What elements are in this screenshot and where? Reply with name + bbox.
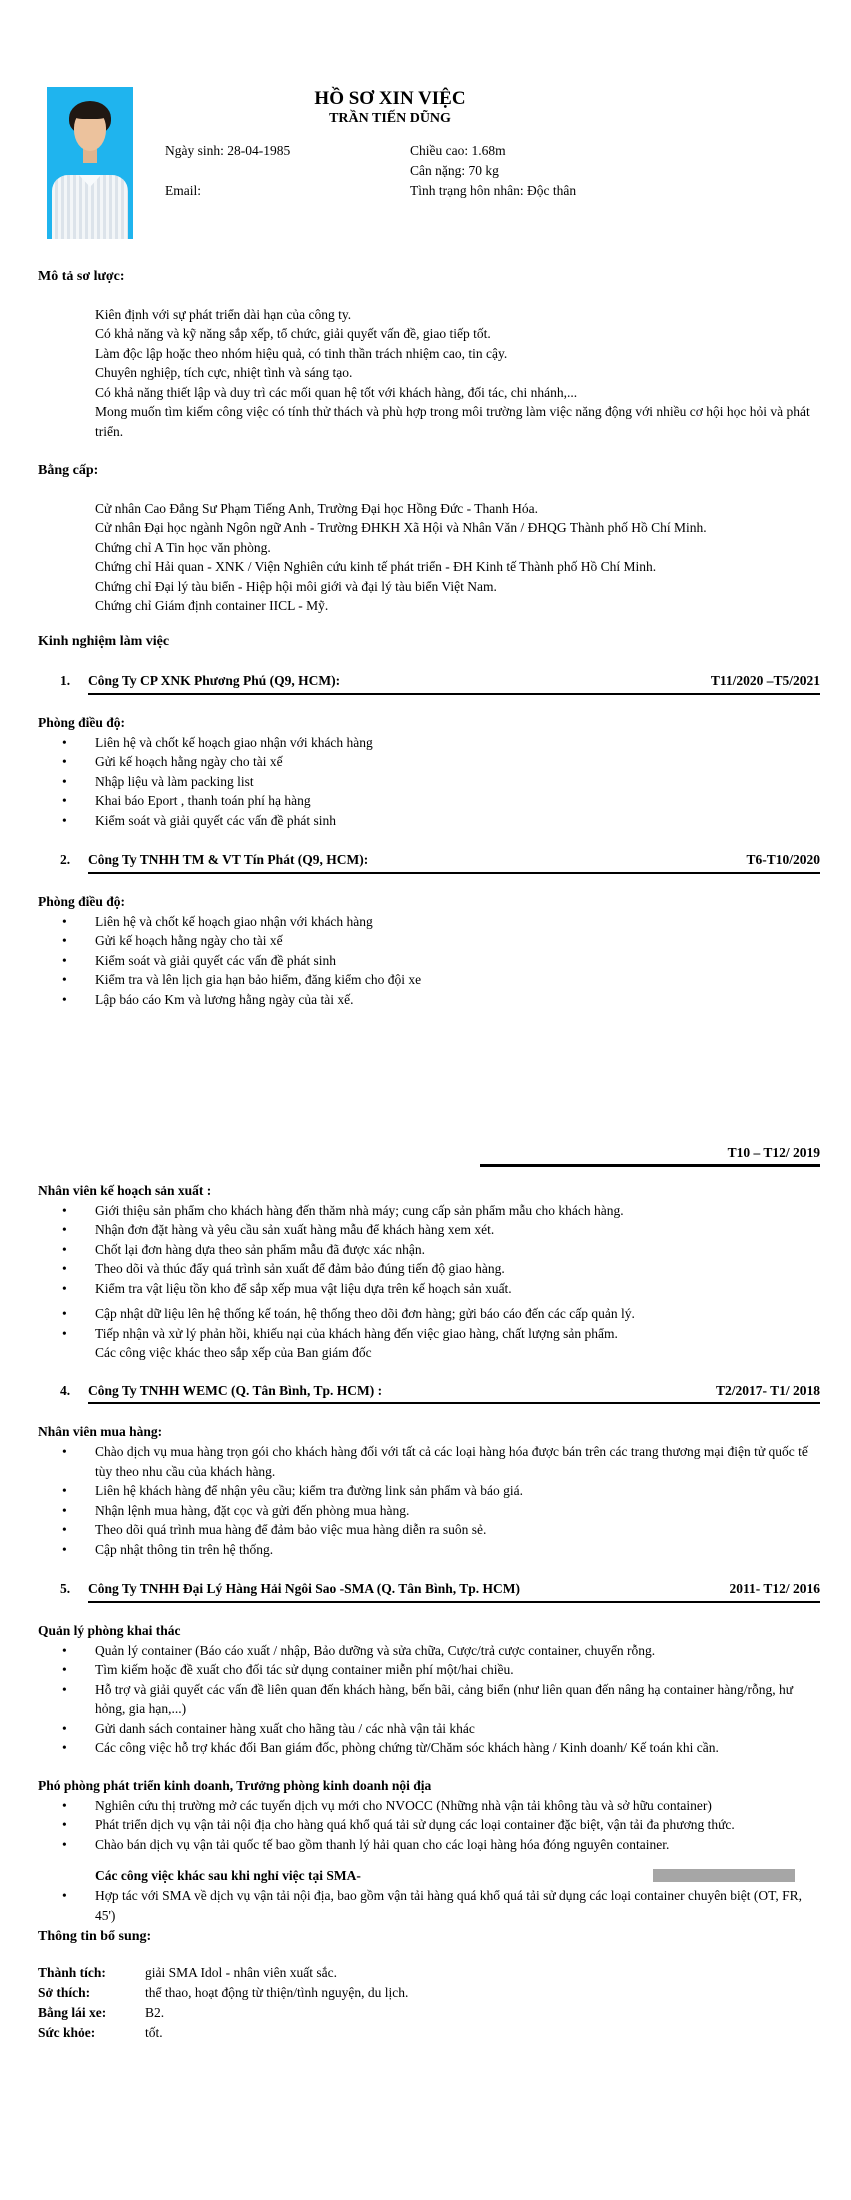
birthdate-field: Ngày sinh: 28-04-1985 <box>165 143 291 158</box>
driver-license-value: B2. <box>145 2004 165 2020</box>
summary-list <box>95 305 820 442</box>
qualification-item: Chứng chỉ A Tin học văn phòng. <box>95 539 271 555</box>
duty-item: • Kiểm tra và lên lịch gia hạn bảo hiểm, đăng kiểm cho đội xe <box>38 970 820 990</box>
duty-item: • Lập báo cáo Km và lương hằng ngày của tài xế. <box>38 990 820 1010</box>
job2-company: Công Ty TNHH TM & VT Tín Phát (Q9, HCM): <box>88 852 369 867</box>
duty-item: • Gửi danh sách container hàng xuất cho hãng tàu / các nhà vận tải khác <box>38 1719 820 1739</box>
header <box>0 0 851 245</box>
qualification-item: Cử nhân Cao Đẳng Sư Phạm Tiếng Anh, Trường Đại học Hồng Đức - Thanh Hóa. <box>95 500 539 516</box>
hobby-value: thể thao, hoạt động từ thiện/tình nguyện, du lịch. <box>145 1984 409 2000</box>
duty-item: • Cập nhật thông tin trên hệ thống. <box>38 1540 820 1560</box>
summary-item: Có khả năng thiết lập và duy trì các mối quan hệ tốt với khách hàng, đối tác, chi nhánh,... <box>95 384 578 400</box>
job4-company: Công Ty TNHH WEMC (Q. Tân Bình, Tp. HCM) : <box>88 1382 383 1398</box>
duty-item: • Kiểm tra vật liệu tồn kho để sắp xếp mua vật liệu dựa trên kế hoạch sản xuất. <box>38 1279 820 1299</box>
job5-number: 5. <box>60 1581 71 1596</box>
height-field: Chiều cao: 1.68m <box>410 143 506 158</box>
job4-number: 4. <box>60 1382 71 1398</box>
email-field: Email: <box>165 183 201 198</box>
duty-item: • Liên hệ khách hàng để nhận yêu cầu; kiểm tra đường link sản phẩm và báo giá. <box>38 1481 820 1501</box>
duty-item: • Kiểm soát và giải quyết các vấn đề phát sinh <box>38 811 820 831</box>
duty-item: • Gửi kế hoạch hằng ngày cho tài xế <box>38 752 820 772</box>
duty-item: • Phát triển dịch vụ vận tải nội địa cho hàng quá khổ quá tải sử dụng các loại container đặc biệt, vận tải đa phương thức. <box>38 1815 820 1835</box>
job5-period: 2011- T12/ 2016 <box>729 1581 820 1596</box>
duty-item: • Các công việc hỗ trợ khác đối Ban giám đốc, phòng chứng từ/Chăm sóc khách hàng / Kinh doanh/ Kế toán khi cần. <box>38 1738 820 1758</box>
duty-item: • Nhận đơn đặt hàng và yêu cầu sản xuất hàng mẫu để khách hàng xem xét. <box>38 1220 820 1240</box>
title-block <box>100 88 680 128</box>
job1-role: Phòng điều độ: <box>38 714 126 730</box>
duty-item: • Tiếp nhận và xử lý phản hồi, khiếu nại của khách hàng đến việc giao hàng, chất lượng sản phẩm. <box>38 1324 820 1344</box>
additional-heading: Thông tin bổ sung: <box>38 1929 152 1944</box>
duty-item: • Kiểm soát và giải quyết các vấn đề phát sinh <box>38 951 820 971</box>
additional-table <box>38 1963 820 2043</box>
duty-item: • Chào bán dịch vụ vận tải quốc tế bao gồm thanh lý hải quan cho các loại hàng hóa đóng nguyên container. <box>38 1835 820 1855</box>
job5-role-3-row <box>95 1866 820 1886</box>
job4-role: Nhân viên mua hàng: <box>38 1424 163 1439</box>
job5-role-3: Các công việc khác sau khi nghỉ việc tại SMA- <box>95 1868 361 1883</box>
duty-item: • Hợp tác với SMA về dịch vụ vận tải nội địa, bao gồm vận tải hàng quá khổ quá tải sử dụng các loại container chuyên biệt (OT, FR, 45') <box>38 1886 820 1925</box>
duty-item: • Hỗ trợ và giải quyết các vấn đề liên quan đến khách hàng, bến bãi, cảng biển (như liên quan đến nâng hạ container hàng/rỗng, hư hỏng, gia hạn,...) <box>38 1680 820 1719</box>
duty-item: • Nhập liệu và làm packing list <box>38 772 820 792</box>
duty-item: • Nghiên cứu thị trường mở các tuyến dịch vụ mới cho NVOCC (Những nhà vận tải không tàu và sở hữu container) <box>38 1796 820 1816</box>
job2-duties <box>38 912 820 1010</box>
job3-note: Các công việc khác theo sắp xếp của Ban giám đốc <box>95 1345 372 1360</box>
achievement-value: giải SMA Idol - nhân viên xuất sắc. <box>145 1964 337 1980</box>
qualification-item: Chứng chỉ Giám định container IICL - Mỹ. <box>95 598 329 613</box>
redaction-block <box>653 1869 795 1882</box>
duty-item: • Chào dịch vụ mua hàng trọn gói cho khách hàng đối với tất cả các loại hàng hóa được bán trên các trang thương mại điện tử quốc tế tùy theo nhu cầu của khách hàng. <box>38 1442 820 1481</box>
job5-duties-2 <box>38 1796 820 1855</box>
job3-role: Nhân viên kế hoạch sản xuất : <box>38 1182 212 1198</box>
qualification-item: Chứng chỉ Hải quan - XNK / Viện Nghiên cứu kinh tế phát triển - ĐH Kinh tế Thành phố Hồ Chí Minh. <box>95 559 657 574</box>
qualifications-list <box>95 499 820 616</box>
job5-heading-row <box>38 1579 820 1603</box>
experience-heading: Kinh nghiệm làm việc <box>38 633 170 649</box>
duty-item: • Theo dõi và thúc đẩy quá trình sản xuất để đảm bảo đúng tiến độ giao hàng. <box>38 1259 820 1279</box>
document-title: HỒ SƠ XIN VIỆC <box>314 88 466 109</box>
duty-item: • Theo dõi quá trình mua hàng để đảm bảo việc mua hàng diễn ra suôn sẻ. <box>38 1520 820 1540</box>
summary-item: Chuyên nghiệp, tích cực, nhiệt tình và sáng tạo. <box>95 365 353 380</box>
candidate-name: TRẦN TIẾN DŨNG <box>329 111 451 126</box>
job2-number: 2. <box>60 852 71 867</box>
marital-status-field: Tình trạng hôn nhân: Độc thân <box>410 183 577 198</box>
additional-row <box>38 1963 820 1983</box>
duty-item: • Cập nhật dữ liệu lên hệ thống kế toán, hệ thống theo dõi đơn hàng; gửi báo cáo đến các cấp quản lý. <box>38 1304 820 1324</box>
job3-period: T10 – T12/ 2019 <box>727 1145 820 1160</box>
job5-duties-3 <box>38 1886 820 1925</box>
job4-heading-row <box>38 1381 820 1405</box>
job5-company: Công Ty TNHH Đại Lý Hàng Hải Ngôi Sao -SMA (Q. Tân Bình, Tp. HCM) <box>88 1581 520 1596</box>
summary-heading: Mô tả sơ lược: <box>38 269 125 284</box>
duty-item: • Quản lý container (Báo cáo xuất / nhập, Bảo dưỡng và sửa chữa, Cược/trả cược container, chuyển rỗng. <box>38 1641 820 1661</box>
hobby-label: Sở thích: <box>38 1984 91 2000</box>
job1-heading-row <box>38 671 820 695</box>
duty-item: • Chốt lại đơn hàng dựa theo sản phẩm mẫu đã được xác nhận. <box>38 1240 820 1260</box>
additional-row <box>38 1983 820 2003</box>
summary-item: Mong muốn tìm kiếm công việc có tính thử thách và phù hợp trong môi trường làm việc năng động với nhiều cơ hội học hỏi và phát triển. <box>95 404 810 439</box>
achievement-label: Thành tích: <box>38 1964 106 1980</box>
job3-duties-2 <box>38 1304 820 1343</box>
job3-duties <box>38 1201 820 1299</box>
duty-item: • Khai báo Eport , thanh toán phí hạ hàng <box>38 791 820 811</box>
summary-item: Kiên định với sự phát triển dài hạn của công ty. <box>95 306 352 322</box>
additional-row <box>38 2003 820 2023</box>
summary-item: Có khả năng và kỹ năng sắp xếp, tổ chức, giải quyết vấn đề, giao tiếp tốt. <box>95 326 491 341</box>
job5-role-2: Phó phòng phát triển kinh doanh, Trưởng phòng kinh doanh nội địa <box>38 1777 432 1793</box>
duty-item: • Gửi kế hoạch hằng ngày cho tài xế <box>38 931 820 951</box>
job4-period: T2/2017- T1/ 2018 <box>715 1382 820 1398</box>
job1-period: T11/2020 –T5/2021 <box>710 673 820 688</box>
duty-item: • Liên hệ và chốt kế hoạch giao nhận với khách hàng <box>38 912 820 932</box>
qualification-item: Cử nhân Đại học ngành Ngôn ngữ Anh - Trường ĐHKH Xã Hội và Nhân Văn / ĐHQG Thành phố Hồ Chí Minh. <box>95 520 707 535</box>
job1-number: 1. <box>60 673 71 688</box>
job3-period-row <box>480 1143 820 1167</box>
additional-row <box>38 2023 820 2043</box>
job5-duties-1 <box>38 1641 820 1758</box>
job2-heading-row <box>38 850 820 874</box>
job2-period: T6-T10/2020 <box>746 852 820 867</box>
health-value: tốt. <box>145 2024 163 2040</box>
job5-role-1: Quản lý phòng khai thác <box>38 1622 181 1638</box>
weight-field: Cân nặng: 70 kg <box>410 163 499 178</box>
job1-duties <box>38 733 820 831</box>
summary-item: Làm độc lập hoặc theo nhóm hiệu quả, có tinh thần trách nhiệm cao, tin cậy. <box>95 345 508 361</box>
duty-item: • Tìm kiếm hoặc đề xuất cho đối tác sử dụng container miễn phí một/hai chiều. <box>38 1660 820 1680</box>
qualifications-heading: Bằng cấp: <box>38 463 99 478</box>
driver-license-label: Bằng lái xe: <box>38 2004 107 2020</box>
duty-item: • Nhận lệnh mua hàng, đặt cọc và gửi đến phòng mua hàng. <box>38 1501 820 1521</box>
job3-spacer <box>0 1143 851 1167</box>
health-label: Sức khỏe: <box>38 2024 96 2040</box>
duty-item: • Liên hệ và chốt kế hoạch giao nhận với khách hàng <box>38 733 820 753</box>
duty-item: • Giới thiệu sản phẩm cho khách hàng đến thăm nhà máy; cung cấp sản phẩm mẫu cho khách hàng. <box>38 1201 820 1221</box>
qualification-item: Chứng chỉ Đại lý tàu biển - Hiệp hội môi giới và đại lý tàu biển Việt Nam. <box>95 578 497 594</box>
job1-company: Công Ty CP XNK Phương Phú (Q9, HCM): <box>88 673 341 688</box>
job4-duties <box>38 1442 820 1559</box>
job2-role: Phòng điều độ: <box>38 893 126 909</box>
